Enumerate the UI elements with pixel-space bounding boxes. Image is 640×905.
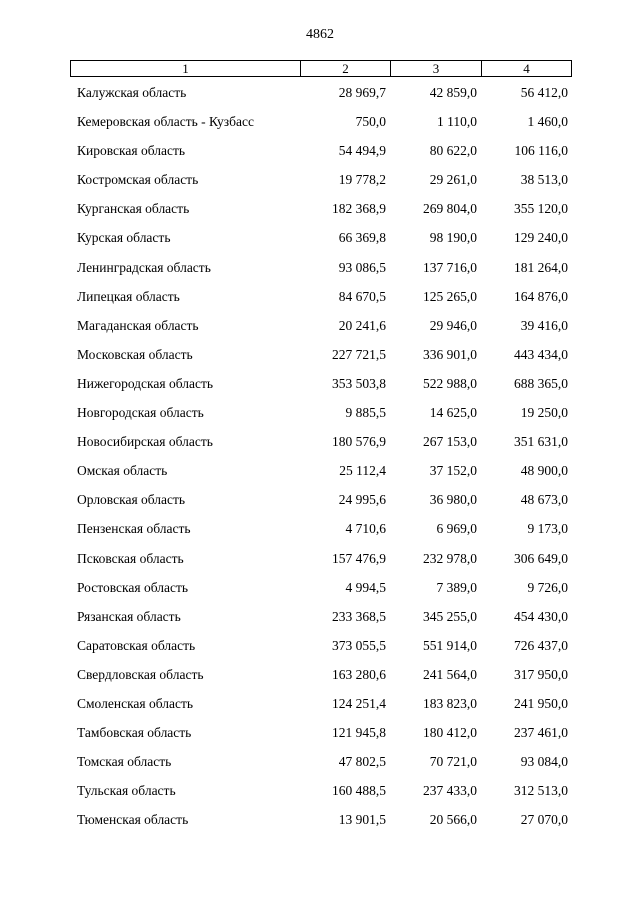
value-col-2: 160 488,5 bbox=[332, 783, 386, 799]
column-header-3: 3 bbox=[391, 61, 482, 76]
value-col-3: 80 622,0 bbox=[429, 143, 477, 159]
table-row bbox=[0, 696, 640, 725]
value-col-4: 164 876,0 bbox=[514, 288, 568, 304]
column-header-4: 4 bbox=[523, 61, 530, 76]
column-header-1: 1 bbox=[71, 61, 301, 76]
value-col-3: 70 721,0 bbox=[429, 754, 477, 770]
value-col-2: 4 994,5 bbox=[345, 579, 386, 595]
value-col-3: 36 980,0 bbox=[429, 492, 477, 508]
value-col-4: 688 365,0 bbox=[514, 375, 568, 391]
value-col-3: 125 265,0 bbox=[423, 288, 477, 304]
table-row bbox=[0, 260, 640, 289]
region-name: Тюменская область bbox=[77, 812, 189, 828]
value-col-4: 241 950,0 bbox=[514, 695, 568, 711]
table-row bbox=[0, 783, 640, 812]
value-col-2: 19 778,2 bbox=[338, 172, 386, 188]
table-row bbox=[0, 434, 640, 463]
region-name: Липецкая область bbox=[77, 288, 180, 304]
value-col-4: 181 264,0 bbox=[514, 259, 568, 275]
value-col-3: 180 412,0 bbox=[423, 725, 477, 741]
value-col-4: 9 173,0 bbox=[527, 521, 568, 537]
value-col-2: 233 368,5 bbox=[332, 608, 386, 624]
value-col-2: 157 476,9 bbox=[332, 550, 386, 566]
value-col-4: 27 070,0 bbox=[520, 812, 568, 828]
table-row bbox=[0, 289, 640, 318]
value-col-2: 66 369,8 bbox=[338, 230, 386, 246]
table-row bbox=[0, 725, 640, 754]
value-col-4: 1 460,0 bbox=[527, 114, 568, 130]
value-col-4: 351 631,0 bbox=[514, 434, 568, 450]
region-name: Нижегородская область bbox=[77, 375, 214, 391]
table-row bbox=[0, 230, 640, 259]
value-col-4: 355 120,0 bbox=[514, 201, 568, 217]
value-col-3: 336 901,0 bbox=[423, 346, 477, 362]
region-name: Пензенская область bbox=[77, 521, 191, 537]
table-row bbox=[0, 318, 640, 347]
value-col-2: 124 251,4 bbox=[332, 695, 386, 711]
region-name: Ленинградская область bbox=[77, 259, 211, 275]
value-col-4: 312 513,0 bbox=[514, 783, 568, 799]
table-body bbox=[0, 85, 640, 841]
value-col-4: 19 250,0 bbox=[520, 405, 568, 421]
value-col-2: 353 503,8 bbox=[332, 375, 386, 391]
table-row bbox=[0, 754, 640, 783]
region-name: Томская область bbox=[77, 754, 172, 770]
value-col-3: 241 564,0 bbox=[423, 666, 477, 682]
value-col-4: 9 726,0 bbox=[527, 579, 568, 595]
value-col-4: 726 437,0 bbox=[514, 637, 568, 653]
value-col-4: 48 673,0 bbox=[520, 492, 568, 508]
value-col-3: 29 946,0 bbox=[429, 317, 477, 333]
region-name: Новосибирская область bbox=[77, 434, 213, 450]
value-col-4: 454 430,0 bbox=[514, 608, 568, 624]
table-row bbox=[0, 201, 640, 230]
region-name: Курганская область bbox=[77, 201, 190, 217]
column-header-2: 2 bbox=[301, 61, 391, 76]
value-col-4: 306 649,0 bbox=[514, 550, 568, 566]
table-row bbox=[0, 172, 640, 201]
region-name: Кемеровская область - Кузбасс bbox=[77, 114, 254, 130]
value-col-3: 183 823,0 bbox=[423, 695, 477, 711]
region-name: Омская область bbox=[77, 463, 168, 479]
value-col-4: 38 513,0 bbox=[520, 172, 568, 188]
value-col-3: 267 153,0 bbox=[423, 434, 477, 450]
table-row bbox=[0, 463, 640, 492]
value-col-4: 56 412,0 bbox=[520, 85, 568, 100]
value-col-2: 182 368,9 bbox=[332, 201, 386, 217]
table-row bbox=[0, 638, 640, 667]
value-col-2: 54 494,9 bbox=[338, 143, 386, 159]
region-name: Тамбовская область bbox=[77, 725, 192, 741]
value-col-3: 551 914,0 bbox=[423, 637, 477, 653]
value-col-3: 42 859,0 bbox=[429, 85, 477, 100]
table-row bbox=[0, 376, 640, 405]
value-col-2: 750,0 bbox=[355, 114, 386, 130]
value-col-2: 28 969,7 bbox=[338, 85, 386, 100]
table-row bbox=[0, 492, 640, 521]
value-col-3: 20 566,0 bbox=[429, 812, 477, 828]
region-name: Свердловская область bbox=[77, 666, 204, 682]
table-row bbox=[0, 85, 640, 114]
value-col-3: 14 625,0 bbox=[429, 405, 477, 421]
value-col-2: 47 802,5 bbox=[338, 754, 386, 770]
value-col-3: 522 988,0 bbox=[423, 375, 477, 391]
value-col-2: 20 241,6 bbox=[338, 317, 386, 333]
value-col-3: 137 716,0 bbox=[423, 259, 477, 275]
region-name: Курская область bbox=[77, 230, 171, 246]
value-col-2: 84 670,5 bbox=[338, 288, 386, 304]
value-col-4: 93 084,0 bbox=[520, 754, 568, 770]
value-col-3: 98 190,0 bbox=[429, 230, 477, 246]
value-col-4: 443 434,0 bbox=[514, 346, 568, 362]
value-col-3: 7 389,0 bbox=[436, 579, 477, 595]
region-name: Магаданская область bbox=[77, 317, 199, 333]
value-col-4: 48 900,0 bbox=[520, 463, 568, 479]
region-name: Кировская область bbox=[77, 143, 186, 159]
table-header bbox=[70, 60, 572, 77]
region-name: Псковская область bbox=[77, 550, 184, 566]
region-name: Тульская область bbox=[77, 783, 176, 799]
value-col-3: 269 804,0 bbox=[423, 201, 477, 217]
value-col-2: 163 280,6 bbox=[332, 666, 386, 682]
value-col-2: 4 710,6 bbox=[345, 521, 386, 537]
region-name: Калужская область bbox=[77, 85, 187, 100]
region-name: Новгородская область bbox=[77, 405, 204, 421]
value-col-2: 13 901,5 bbox=[338, 812, 386, 828]
value-col-2: 180 576,9 bbox=[332, 434, 386, 450]
value-col-2: 9 885,5 bbox=[345, 405, 386, 421]
table-row bbox=[0, 114, 640, 143]
table-row bbox=[0, 580, 640, 609]
table-row bbox=[0, 667, 640, 696]
region-name: Орловская область bbox=[77, 492, 186, 508]
value-col-2: 25 112,4 bbox=[339, 463, 386, 479]
table-row bbox=[0, 609, 640, 638]
value-col-2: 93 086,5 bbox=[338, 259, 386, 275]
value-col-4: 317 950,0 bbox=[514, 666, 568, 682]
value-col-2: 121 945,8 bbox=[332, 725, 386, 741]
value-col-2: 373 055,5 bbox=[332, 637, 386, 653]
value-col-4: 106 116,0 bbox=[514, 143, 568, 159]
page-number: 4862 bbox=[306, 27, 334, 42]
value-col-3: 232 978,0 bbox=[423, 550, 477, 566]
table-row bbox=[0, 347, 640, 376]
region-name: Ростовская область bbox=[77, 579, 188, 595]
table-row bbox=[0, 405, 640, 434]
value-col-3: 6 969,0 bbox=[436, 521, 477, 537]
table-row bbox=[0, 551, 640, 580]
value-col-4: 237 461,0 bbox=[514, 725, 568, 741]
region-name: Смоленская область bbox=[77, 695, 194, 711]
value-col-3: 237 433,0 bbox=[423, 783, 477, 799]
value-col-3: 37 152,0 bbox=[429, 463, 477, 479]
value-col-2: 227 721,5 bbox=[332, 346, 386, 362]
table-row bbox=[0, 521, 640, 550]
region-name: Костромская область bbox=[77, 172, 199, 188]
value-col-4: 39 416,0 bbox=[520, 317, 568, 333]
value-col-3: 345 255,0 bbox=[423, 608, 477, 624]
table-row bbox=[0, 812, 640, 841]
value-col-2: 24 995,6 bbox=[338, 492, 386, 508]
value-col-3: 29 261,0 bbox=[429, 172, 477, 188]
region-name: Московская область bbox=[77, 346, 193, 362]
value-col-3: 1 110,0 bbox=[437, 114, 477, 130]
region-name: Саратовская область bbox=[77, 637, 196, 653]
value-col-4: 129 240,0 bbox=[514, 230, 568, 246]
table-row bbox=[0, 143, 640, 172]
region-name: Рязанская область bbox=[77, 608, 181, 624]
